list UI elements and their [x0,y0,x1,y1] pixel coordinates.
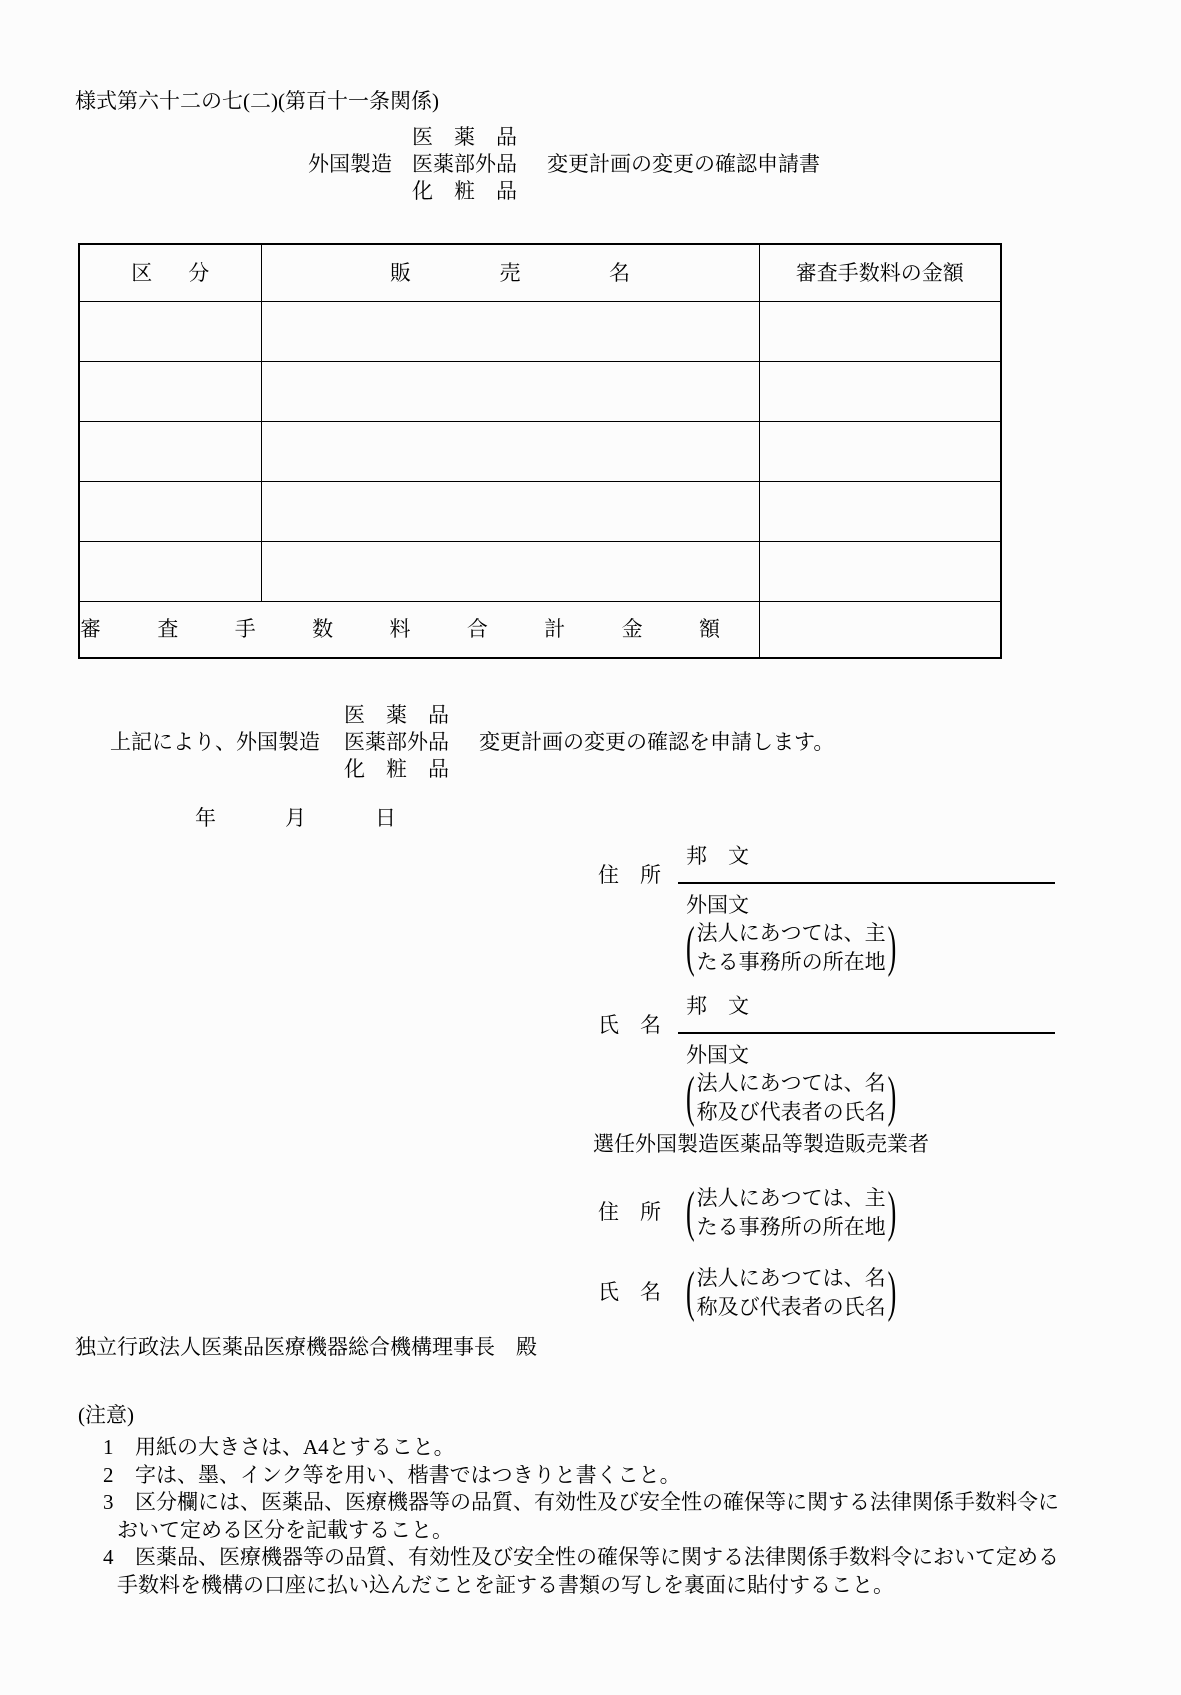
note-line: 法人にあつては、主 [696,921,886,945]
document-title [308,124,820,205]
fee-total-label: 審 査 手 数 料 合 計 金 額 [80,617,720,642]
product-type-drug: 医 薬 品 [412,125,517,149]
seller-address-label: 住 所 [598,1200,661,1224]
header-cell-fee-amount [759,244,1001,302]
applicant-address-write-line[interactable] [678,882,1055,884]
big-paren-close: ) [887,1180,897,1243]
big-paren-close: ) [887,1065,897,1128]
note-lines [697,1069,886,1127]
big-paren-open: ( [686,1065,695,1128]
category-cell[interactable] [79,422,261,482]
note-number: 4 [103,1545,114,1569]
big-paren-open: ( [686,1260,695,1323]
seller-address-corporate-note [684,1180,898,1243]
brand-name-cell[interactable] [261,302,759,362]
fee-table [78,243,1002,659]
header-category-label: 区 分 [131,260,210,285]
seller-name-corporate-note [684,1260,898,1323]
application-sentence [110,702,834,783]
applicant-name-japanese-label: 邦 文 [686,994,749,1018]
product-type-drug: 医 薬 品 [344,703,449,727]
fee-total-label-cell [79,602,759,659]
note-number: 1 [103,1435,114,1459]
note-text-continued: おいて定める区分を記載すること。 [117,1517,453,1542]
product-type-cosmetic: 化 粧 品 [344,757,449,781]
big-paren-close: ) [887,1260,897,1323]
fee-total-row [79,602,1001,659]
note-line: たる事務所の所在地 [696,950,886,974]
note-lines [697,1184,886,1242]
note-text-continued: 手数料を機構の口座に払い込んだことを証する書類の写しを裏面に貼付すること。 [117,1572,894,1597]
note-line: 法人にあつては、名 [696,1266,886,1290]
fee-table-row [79,362,1001,422]
brand-name-cell[interactable] [261,482,759,542]
applicant-name-corporate-note [684,1065,898,1128]
big-paren-open: ( [686,915,695,978]
date-year-label: 年 [195,806,216,830]
note-text: 区分欄には、医薬品、医療機器等の品質、有効性及び安全性の確保等に関する法律関係手数料令に [135,1490,1059,1514]
note-text: 医薬品、医療機器等の品質、有効性及び安全性の確保等に関する法律関係手数料令において定める [135,1545,1059,1569]
date-day-label: 日 [375,806,396,830]
note-text: 字は、墨、インク等を用い、楷書ではつきりと書くこと。 [135,1462,681,1487]
fee-table-row [79,422,1001,482]
brand-name-cell[interactable] [261,362,759,422]
note-line: 法人にあつては、主 [696,1186,886,1210]
note-line: 法人にあつては、名 [696,1071,886,1095]
applicant-name-label: 氏 名 [598,1013,661,1037]
category-cell[interactable] [79,542,261,602]
notes-heading: (注意) [78,1403,134,1427]
note-item-2 [78,1462,1138,1490]
notes-section [78,1401,1138,1599]
seller-name-label: 氏 名 [598,1280,661,1304]
fee-table-row [79,302,1001,362]
big-paren-open: ( [686,1180,695,1243]
applicant-address-label: 住 所 [598,863,661,887]
note-item-4 [78,1544,1138,1599]
fee-amount-cell[interactable] [759,422,1001,482]
fee-amount-cell[interactable] [759,302,1001,362]
applicant-address-corporate-note [684,915,898,978]
note-lines [697,1264,886,1322]
applicant-address-foreign-label: 外国文 [686,893,749,917]
product-type-quasi-drug: 医薬部外品 [344,730,449,754]
date-month-label: 月 [285,806,306,830]
application-prefix: 上記により、外国製造 [110,730,320,755]
product-type-stack [344,702,449,783]
fee-amount-cell[interactable] [759,542,1001,602]
product-type-cosmetic: 化 粧 品 [412,179,517,203]
note-item-3 [78,1489,1138,1544]
note-number: 3 [103,1490,114,1514]
addressee-line: 独立行政法人医薬品医療機器総合機構理事長 殿 [75,1335,537,1359]
category-cell[interactable] [79,362,261,422]
date-line [195,805,396,831]
fee-amount-cell[interactable] [759,482,1001,542]
application-suffix: 変更計画の変更の確認を申請します。 [479,730,835,755]
title-name: 変更計画の変更の確認申請書 [547,152,820,177]
applicant-name-write-line[interactable] [678,1032,1055,1034]
category-cell[interactable] [79,482,261,542]
header-brand-name-label: 販 売 名 [390,260,630,285]
fee-total-amount-cell[interactable] [759,602,1001,659]
brand-name-cell[interactable] [261,422,759,482]
fee-table-row [79,542,1001,602]
note-item-1 [78,1434,1138,1462]
note-number: 2 [103,1462,114,1487]
note-line: 称及び代表者の氏名 [696,1295,886,1319]
brand-name-cell[interactable] [261,542,759,602]
note-text: 用紙の大きさは、A4とすること。 [135,1435,455,1459]
note-line: 称及び代表者の氏名 [696,1100,886,1124]
title-maker-prefix: 外国製造 [308,152,392,177]
form-code: 様式第六十二の七(二)(第百十一条関係) [75,89,439,113]
product-type-quasi-drug: 医薬部外品 [412,152,517,176]
big-paren-close: ) [887,915,897,978]
product-type-stack [412,124,517,205]
fee-amount-cell[interactable] [759,362,1001,422]
fee-table-row [79,482,1001,542]
selected-seller-heading: 選任外国製造医薬品等製造販売業者 [593,1132,929,1156]
category-cell[interactable] [79,302,261,362]
fee-table-header-row [79,244,1001,302]
applicant-address-japanese-label: 邦 文 [686,844,749,868]
applicant-name-foreign-label: 外国文 [686,1043,749,1067]
note-line: たる事務所の所在地 [696,1215,886,1239]
header-cell-brand-name [261,244,759,302]
note-lines [697,919,886,977]
header-cell-category [79,244,261,302]
header-fee-amount-label: 審査手数料の金額 [795,260,964,285]
